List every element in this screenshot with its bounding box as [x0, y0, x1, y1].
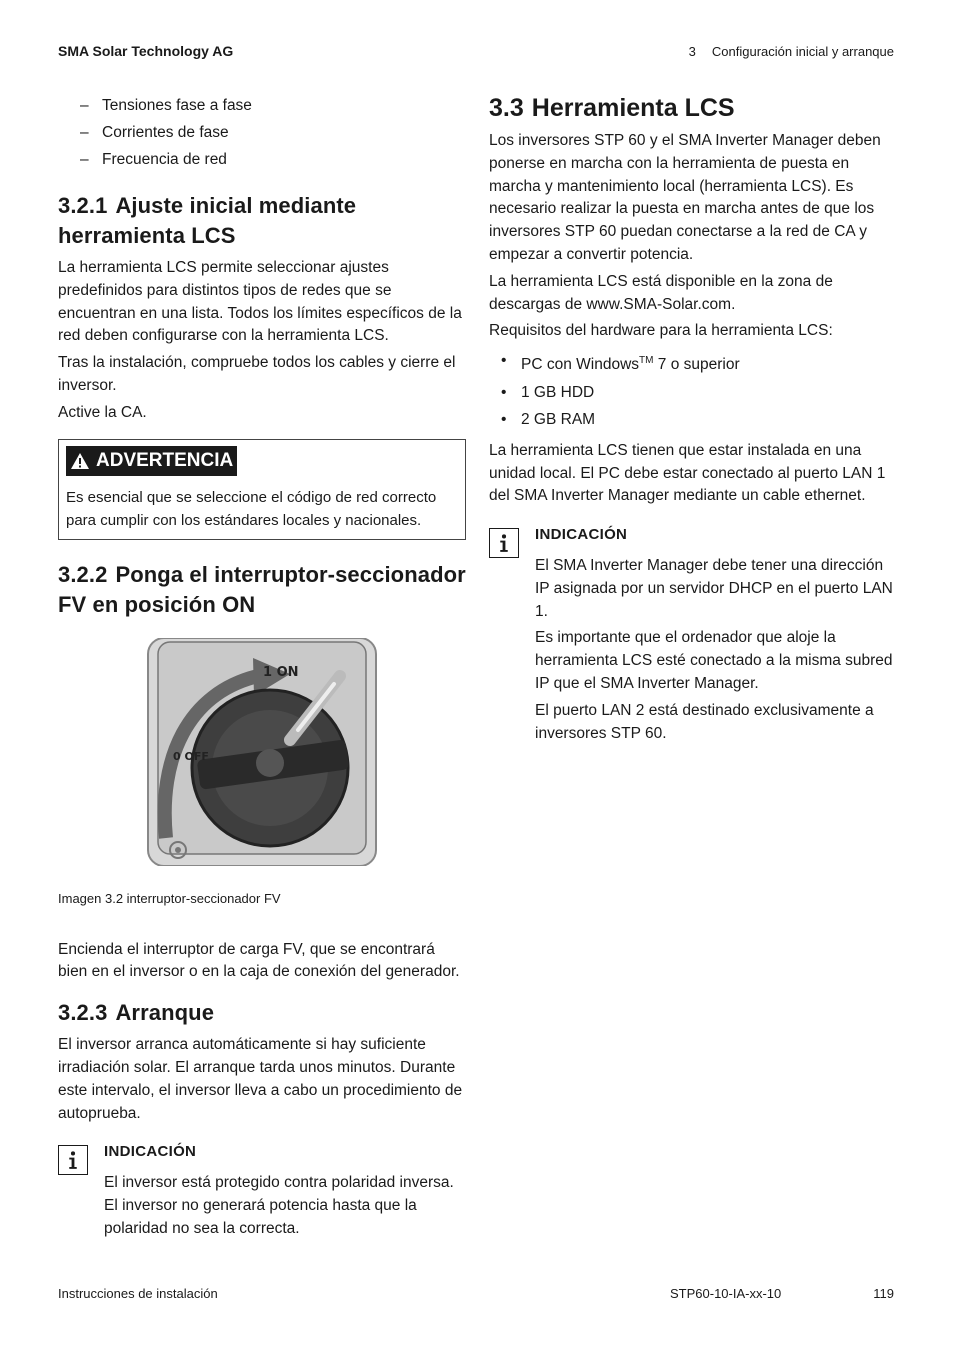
note-text: El puerto LAN 2 está destinado exclusivamente a inversores STP 60. — [535, 701, 874, 742]
list-item: – Tensiones fase a fase — [102, 92, 466, 119]
note-text: Es importante que el ordenador que aloje la herramienta LCS esté conectado a la misma subred IP que el SMA Inverter Manager. — [535, 629, 893, 692]
paragraph: Requisitos del hardware para la herramienta LCS: — [489, 322, 833, 340]
info-icon — [58, 1145, 88, 1175]
section-number: 3.2.3 — [58, 1000, 108, 1026]
section-number: 3.3 — [489, 94, 524, 122]
paragraph: Los inversores STP 60 y el SMA Inverter Manager deben ponerse en marcha con la herramienta de puesta en marcha y mantenimiento local (herramienta LCS). Es necesario realizar la puesta en marcha antes de que los inversores STP 60 puedan conectarse a la red de CA y empezar a convertir potencia. — [489, 132, 881, 263]
note-box — [58, 1141, 466, 1240]
paragraph: La herramienta LCS permite seleccionar ajustes predefinidos para distintos tipos de redes que se encuentran en una lista. Todos los límites específicos de la red deben configurarse con la herramienta LCS. — [58, 259, 462, 345]
paragraph: Active la CA. — [58, 403, 147, 421]
list-item: – Corrientes de fase — [102, 119, 466, 146]
measurement-list — [58, 92, 466, 173]
note-box — [489, 524, 899, 745]
req-text: 7 o superior — [653, 356, 740, 374]
req-text: PC con Windows — [521, 356, 640, 374]
info-icon — [489, 528, 519, 558]
section-heading-3-2-2 — [58, 560, 466, 620]
trademark-sup: TM — [639, 355, 654, 367]
note-text: El SMA Inverter Manager debe tener una dirección IP asignada por un servidor DHCP en el puerto LAN 1. — [535, 557, 893, 620]
list-item: – Frecuencia de red — [102, 146, 466, 173]
left-column — [58, 92, 466, 1245]
chapter-title: Configuración inicial y arranque — [711, 44, 894, 59]
right-column — [489, 92, 899, 749]
section-number: 3.2.1 — [58, 193, 108, 218]
footer-doc-code: STP60-10-IA-xx-10 — [670, 1286, 782, 1301]
warning-label-text: ADVERTENCIA — [96, 449, 234, 471]
section-heading-3-2-1 — [58, 191, 466, 251]
list-item: • 2 GB RAM — [521, 406, 899, 434]
figure-caption: Imagen 3.2 interruptor-seccionador FV — [58, 890, 281, 906]
section-number: 3.2.2 — [58, 561, 108, 587]
paragraph: La herramienta LCS tienen que estar instalada en una unidad local. El PC debe estar conectado al puerto LAN 1 del SMA Inverter Manager mediante un cable ethernet. — [489, 441, 886, 505]
section-title: Arranque — [115, 1000, 215, 1026]
list-item — [521, 347, 899, 379]
paragraph: Encienda el interruptor de carga FV, que se encontrará bien en el inversor o en la caja de conexión del generador. — [58, 940, 460, 981]
warning-label — [66, 446, 237, 476]
header-company: SMA Solar Technology AG — [58, 43, 234, 59]
paragraph: La herramienta LCS está disponible en la zona de descargas de www.SMA-Solar.com. — [489, 272, 833, 313]
paragraph: El inversor arranca automáticamente si hay suficiente irradiación solar. El arranque tarda unos minutos. Durante este intervalo, el inversor lleva a cabo un procedimiento de autoprueba. — [58, 1036, 463, 1122]
on-position-label: 1 ON — [263, 664, 299, 680]
list-item: • 1 GB HDD — [521, 379, 899, 407]
note-text: El inversor está protegido contra polaridad inversa. El inversor no generará potencia hasta que la polaridad no sea la correcta. — [104, 1174, 454, 1237]
section-title: Ponga el interruptor-seccionador FV en posición ON — [58, 561, 466, 617]
section-title: Ajuste inicial mediante herramienta LCS — [58, 193, 357, 248]
pv-switch-illustration — [58, 638, 466, 866]
page-number: 119 — [873, 1286, 894, 1301]
chapter-number: 3 — [688, 44, 696, 59]
header-chapter — [689, 44, 894, 59]
section-title: Herramienta LCS — [531, 94, 735, 122]
note-title: INDICACIÓN — [535, 526, 628, 544]
off-position-label: 0 OFF — [173, 749, 209, 763]
footer-doc-type: Instrucciones de instalación — [58, 1286, 218, 1301]
paragraph: Tras la instalación, compruebe todos los cables y cierre el inversor. — [58, 354, 456, 394]
requirements-list — [489, 347, 899, 434]
warning-triangle-icon — [70, 452, 90, 470]
warning-box — [58, 439, 466, 540]
warning-text: Es esencial que se seleccione el código de red correcto para cumplir con los estándares locales y nacionales. — [66, 489, 437, 530]
section-heading-3-3 — [489, 92, 899, 124]
note-title: INDICACIÓN — [104, 1143, 197, 1161]
section-heading-3-2-3 — [58, 998, 466, 1028]
